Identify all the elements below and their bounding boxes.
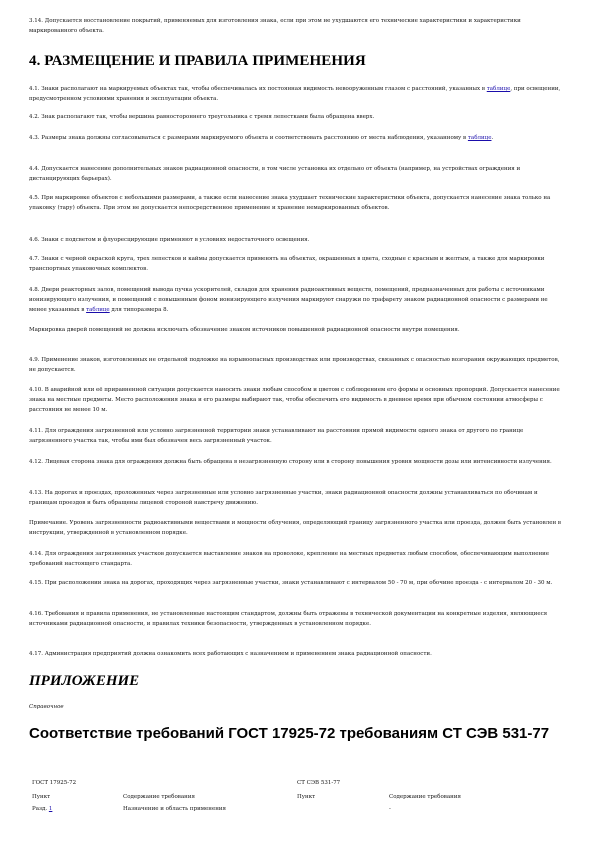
table-row-content: - <box>389 806 391 812</box>
table-col-stsev-title: СТ СЭВ 531-77 <box>297 780 341 786</box>
table-link[interactable]: таблице <box>486 86 511 92</box>
paragraph-4-3 <box>29 133 563 143</box>
paragraph-4-3-text: 4.3. Размеры знака должны согласовываться с размерами маркируемого объекта и соответствовать расстоянию от места наблюдения, указанному в <box>29 135 468 141</box>
paragraph-4-8 <box>29 285 563 315</box>
section-heading: 4. РАЗМЕЩЕНИЕ И ПРАВИЛА ПРИМЕНЕНИЯ <box>29 53 366 69</box>
paragraph-4-1-text: 4.1. Знаки располагают на маркируемых объектах так, чтобы обеспечивалась их постоянная видимость невооруженным глазом с расстояний, указанных в <box>29 86 487 92</box>
paragraph-4-15: 4.15. При расположении знака на дорогах, проходящих через загрязненные участки, знаки устанавливают с интервалом 50 - 70 м, при обочине проезда - с интервалом 20 - 30 м. <box>29 580 553 586</box>
appendix-heading: ПРИЛОЖЕНИЕ <box>29 673 140 689</box>
paragraph-4-1-text-end: , при освещении, предусмотренном условиями хранения и эксплуатации объекта. <box>29 86 561 102</box>
paragraph-4-1 <box>29 84 563 104</box>
appendix-title: Соответствие требований ГОСТ 17925-72 требованиям СТ СЭВ 531-77 <box>29 725 550 742</box>
paragraph-4-13: 4.13. На дорогах и проездах, проложенных через загрязненные или условно загрязненные участки, знаки радиационной опасности должны устанавливаться по обочинам и границам проездов и быть обращены лицевой стороной навстречу движению. <box>29 490 538 506</box>
paragraph-4-8-note: Маркировка дверей помещений не должна исключать обозначение знаком источников повышенной радиационной опасности внутри помещения. <box>29 327 460 333</box>
table-header-content: Содержание требования <box>389 794 461 800</box>
paragraph-4-13-note: Примечание. Уровень загрязненности радиоактивными веществами и мощности облучения, определяющий границу загрязненного участка или проезда, должен быть установлен в инструкции, утвержденной в установленном порядке. <box>29 520 561 536</box>
appendix-subtitle: Справочное <box>29 704 64 710</box>
paragraph-4-10: 4.10. В аварийной или её приравненной ситуации допускается наносить знаки любым способом и цветом с соблюдением его формы и основных пропорций. Допускается нанесение знака на местные предметы. Место расположения знака и его размеры выбирают так, чтобы обеспечить его видимость в дневное время при обычном состоянии атмосферы с расстояния не менее 10 м. <box>29 387 560 413</box>
paragraph-4-11: 4.11. Для ограждения загрязненной или условно загрязненной территории знаки устанавливают на расстоянии прямой видимости одного знака от другого по границе загрязненного участка так, чтобы ими был обозначен весь загрязненный участок. <box>29 428 524 444</box>
paragraph-4-9: 4.9. Применение знаков, изготовленных не отдельной подложке на взрывоопасных производствах или производствах, связанных с опасностью возгорания окружающих предметов, не допускается. <box>29 357 560 373</box>
table-row-content: Назначение и область применения <box>123 806 227 812</box>
table-header-point: Пункт <box>297 794 316 800</box>
paragraph-4-5: 4.5. При маркировке объектов с небольшими размерами, а также если нанесение знака ухудшает технические характеристики объекта, допускается нанесение знака только на упаковку (тару) объекта. При этом не допускается непосредственное применение и хранение немаркированных объектов. <box>29 195 551 211</box>
table-link[interactable]: таблице <box>86 307 110 313</box>
table-header-content: Содержание требования <box>123 794 195 800</box>
table-col-gost-title: ГОСТ 17925-72 <box>32 780 77 786</box>
paragraph-4-17: 4.17. Администрация предприятий должна ознакомить всех работающих с назначением и применением знака радиационной опасности. <box>29 651 432 657</box>
paragraph-4-12: 4.12. Лицевая сторона знака для ограждения должна быть обращена в незагрязненную сторону или в сторону повышения уровня мощности дозы или интенсивности излучения. <box>29 459 552 465</box>
paragraph-4-7: 4.7. Знаки с черной окраской круга, трех лепестков и каймы допускается применять на объектах, окрашенных в цвета, сходные с красным и желтым, а также для маркировки транспортных упаковочных комплектов. <box>29 256 545 272</box>
section-link[interactable]: 1 <box>48 806 53 812</box>
table-link[interactable]: таблице <box>467 135 492 141</box>
paragraph-3-14: 3.14. Допускается восстановление покрытий, применяемых для изготовления знака, если при этом не ухудшаются его технические характеристики и характеристики маркированного объекта. <box>29 18 521 34</box>
paragraph-4-2: 4.2. Знак располагают так, чтобы вершина равностороннего треугольника с тремя лепестками была обращена вверх. <box>29 114 375 120</box>
table-row-point <box>32 805 52 813</box>
table-header-point: Пункт <box>32 794 51 800</box>
paragraph-4-3-text-end: . <box>491 135 494 141</box>
paragraph-4-14: 4.14. Для ограждения загрязненных участков допускается выставление знаков на проволоке, крепление на местных предметах любым способом, обеспечивающим выполнение требований настоящего стандарта. <box>29 551 550 567</box>
paragraph-4-16: 4.16. Требования и правила применения, не установленные настоящим стандартом, должны быть отражены в технической документации на конкретные изделия, являющиеся источниками радиационной опасности, и правилах техники безопасности, утвержденных в установленном порядке. <box>29 611 548 627</box>
paragraph-4-6: 4.6. Знаки с подсветом и флуоресцирующие применяют в условиях недостаточного освещения. <box>29 237 310 243</box>
paragraph-4-4: 4.4. Допускается нанесение дополнительных знаков радиационной опасности, в том числе установка их отдельно от объекта (например, на устройствах ограждения и дистанцирующих барьерах). <box>29 166 521 182</box>
paragraph-4-8-text-end: для типоразмера 8. <box>109 307 169 313</box>
paragraph-4-8-text: 4.8. Двери реакторных залов, помещений вывода пучка ускорителей, складов для хранения радиоактивных веществ, помещений, предназначенных для работы с источниками ионизирующего излучения, и помещений с повышенным фоном ионизирующего излучения маркируют снаружи по трафарету знаком радиационной опасности с размерами не менее указанных в <box>29 287 548 313</box>
table-row-point-prefix: Разд. <box>32 806 49 812</box>
